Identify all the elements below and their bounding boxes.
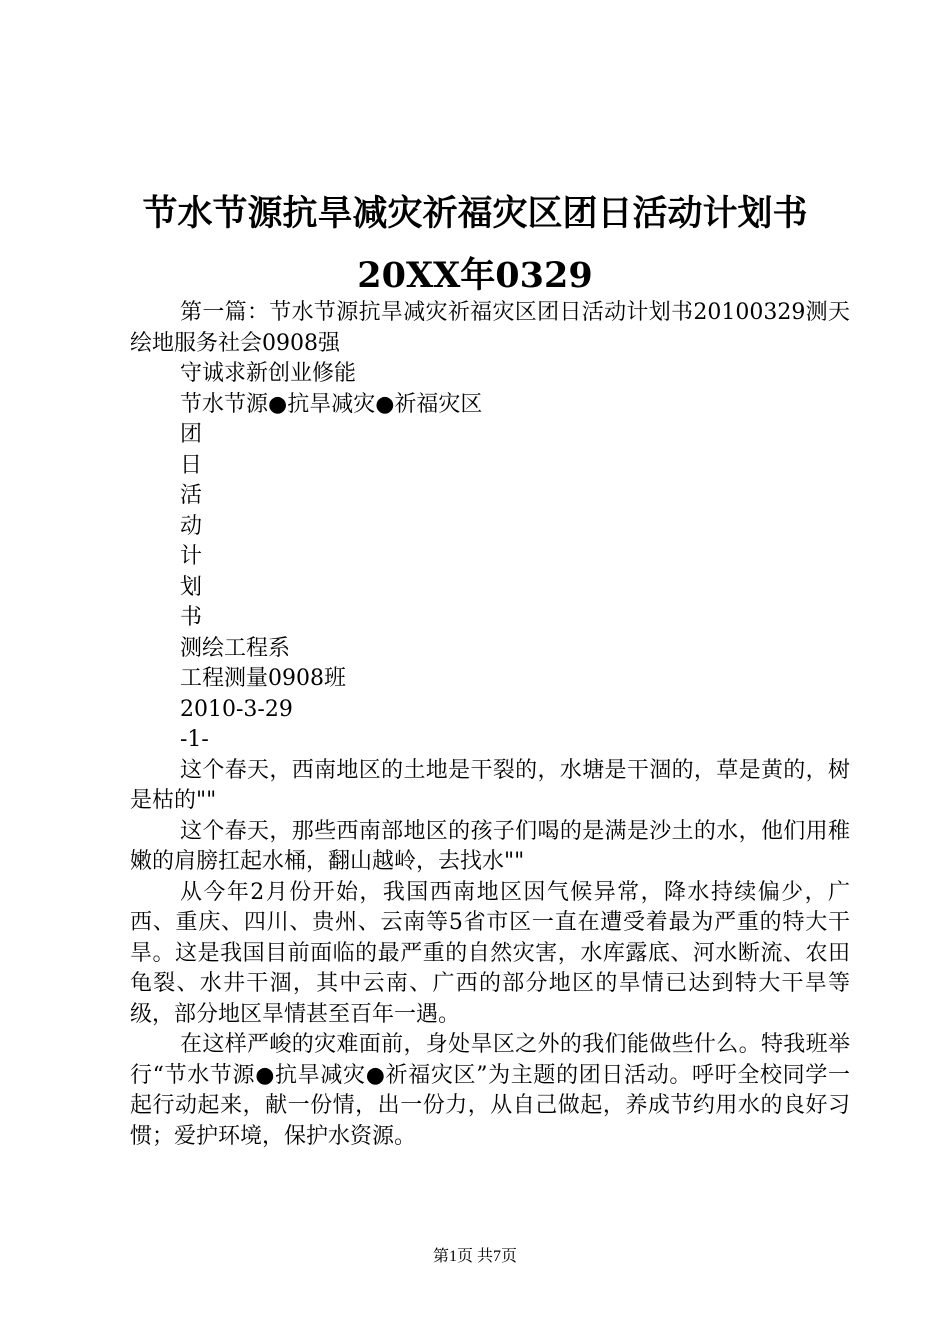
vertical-char: 活 bbox=[180, 483, 203, 508]
date-line: 2010-3-29 bbox=[180, 696, 293, 722]
body-paragraph: 这个春天，西南地区的土地是干裂的，水塘是干涸的，草是黄的，树是枯的"" bbox=[130, 757, 850, 813]
motto-line: 守诚求新创业修能 bbox=[180, 361, 357, 386]
vertical-char: 书 bbox=[180, 605, 203, 630]
body-paragraph: 在这样严峻的灾难面前，身处旱区之外的我们能做些什么。特我班举行“节水节源●抗旱减灾●祈福灾区”为主题的团日活动。呼吁全校同学一起行动起来，献一份情，出一份力，从自己做起，养成节约用水的良好习惯；爱护环境，保护水资源。 bbox=[130, 1032, 850, 1149]
document-title-date: 20XX年0329 bbox=[357, 255, 593, 296]
vertical-char: 计 bbox=[180, 544, 203, 569]
body-paragraph: 从今年2月份开始，我国西南地区因气候异常，降水持续偏少，广西、重庆、四川、贵州、云南等5省市区一直在遭受着最为严重的特大干旱。这是我国目前面临的最严重的自然灾害，水库露底、河水断流、农田龟裂、水井干涸，其中云南、广西的部分地区的旱情已达到特大干旱等级，部分地区旱情甚至百年一遇。 bbox=[130, 879, 850, 1027]
vertical-char: 动 bbox=[180, 513, 203, 539]
department-line: 测绘工程系 bbox=[180, 635, 291, 661]
vertical-char: 日 bbox=[180, 452, 203, 478]
inner-page-number: -1- bbox=[180, 727, 209, 752]
document-title: 节水节源抗旱减灾祈福灾区团日活动计划书 bbox=[142, 193, 808, 234]
vertical-char: 划 bbox=[180, 574, 203, 600]
document-body bbox=[130, 298, 850, 1152]
class-line: 工程测量0908班 bbox=[180, 666, 346, 691]
theme-line: 节水节源●抗旱减灾●祈福灾区 bbox=[180, 391, 483, 417]
intro-paragraph: 第一篇：节水节源抗旱减灾祈福灾区团日活动计划书20100329测天绘地服务社会0908强 bbox=[130, 300, 850, 356]
page-footer: 第1页 共7页 bbox=[432, 1248, 517, 1265]
vertical-char: 团 bbox=[180, 422, 203, 447]
body-paragraph: 这个春天，那些西南部地区的孩子们喝的是满是沙土的水，他们用稚嫩的肩膀扛起水桶，翻山越岭，去找水"" bbox=[130, 818, 850, 874]
